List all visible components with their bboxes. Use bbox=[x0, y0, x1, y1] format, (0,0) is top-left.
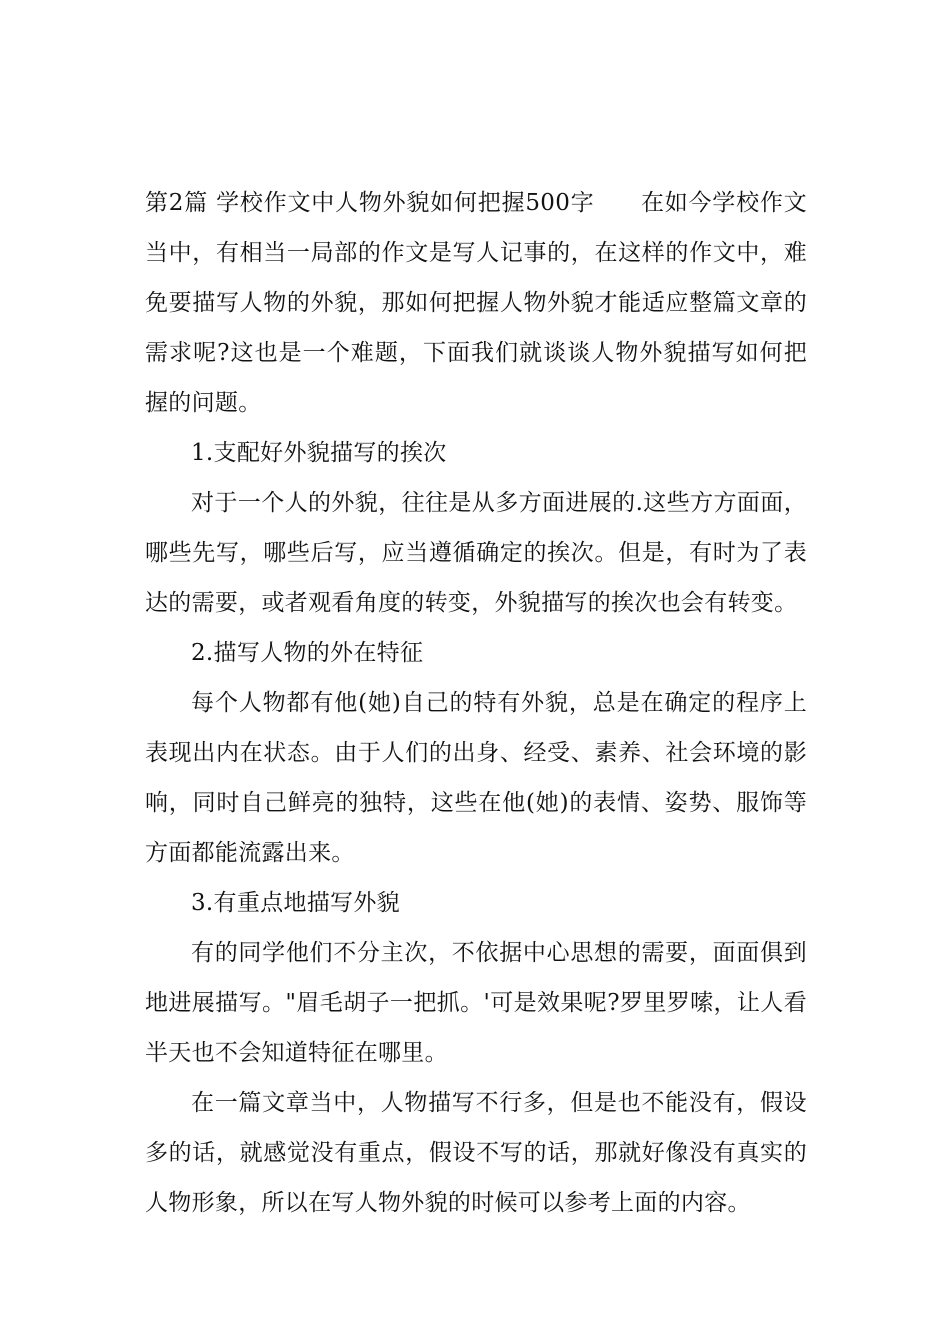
section-body-2: 每个人物都有他(她)自己的特有外貌，总是在确定的程序上表现出内在状态。由于人们的出身、经受、素养、社会环境的影响，同时自己鲜亮的独特，这些在他(她)的表情、姿势、服饰等方面都能流露出来。 bbox=[145, 690, 807, 866]
document-body bbox=[145, 178, 807, 1228]
section-body-3: 有的同学他们不分主次，不依据中心思想的需要，面面俱到地进展描写。"眉毛胡子一把抓。'可是效果呢?罗里罗嗦，让人看半天也不会知道特征在哪里。 bbox=[145, 940, 807, 1066]
section-heading-1: 1.支配好外貌描写的挨次 bbox=[191, 440, 447, 466]
intro-paragraph bbox=[145, 178, 807, 428]
closing-paragraph: 在一篇文章当中，人物描写不行多，但是也不能没有，假设多的话，就感觉没有重点，假设不写的话，那就好像没有真实的人物形象，所以在写人物外貌的时候可以参考上面的内容。 bbox=[145, 1090, 807, 1216]
section-body-1: 对于一个人的外貌，往往是从多方面进展的.这些方方面面，哪些先写，哪些后写，应当遵循确定的挨次。但是，有时为了表达的需要，或者观看角度的转变，外貌描写的挨次也会有转变。 bbox=[145, 490, 807, 616]
section-heading-3: 3.有重点地描写外貌 bbox=[191, 890, 400, 916]
document-title: 第2篇 学校作文中人物外貌如何把握500字 bbox=[145, 190, 595, 216]
section-heading-2: 2.描写人物的外在特征 bbox=[191, 640, 424, 666]
intro-text: 在如今学校作文当中，有相当一局部的作文是写人记事的，在这样的作文中，难免要描写人物的外貌，那如何把握人物外貌才能适应整篇文章的需求呢?这也是一个难题，下面我们就谈谈人物外貌描写如何把握的问题。 bbox=[145, 190, 807, 416]
